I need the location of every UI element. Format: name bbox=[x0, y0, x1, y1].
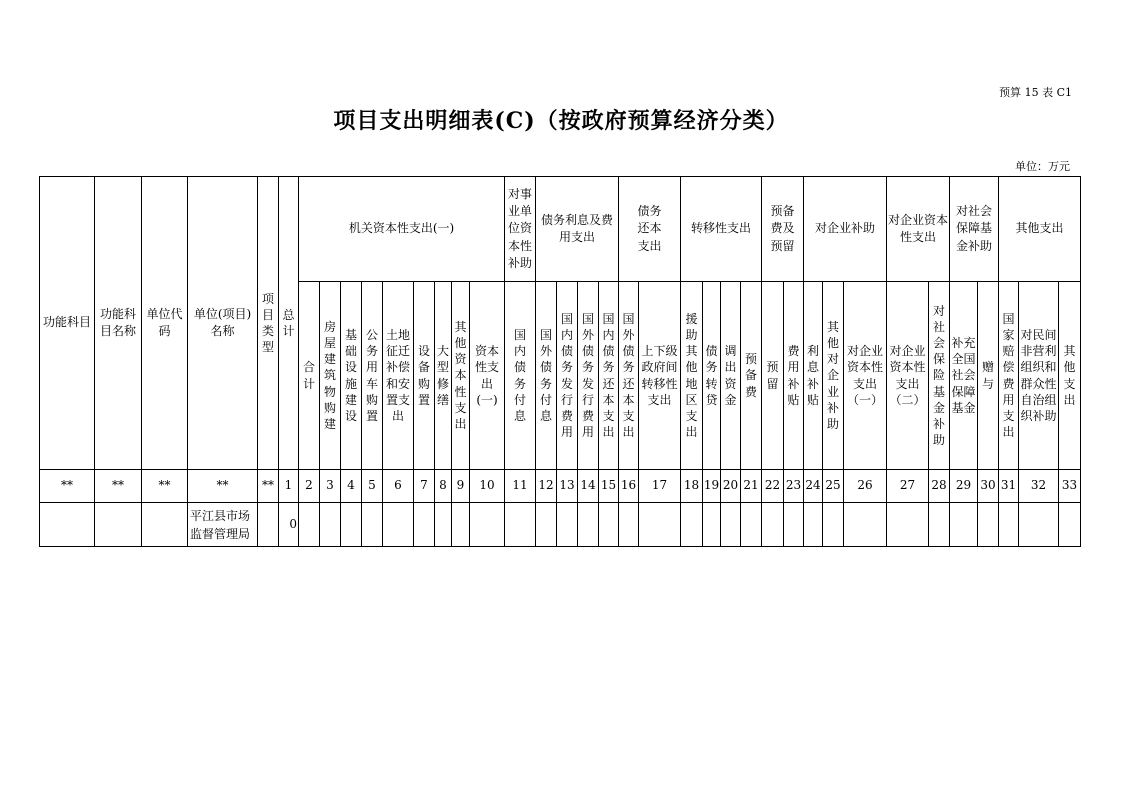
table-cell bbox=[299, 503, 320, 547]
col-header: 国内债务还本支出 bbox=[599, 282, 619, 470]
col-header: 其他对企业补助 bbox=[823, 282, 844, 470]
index-cell: 12 bbox=[536, 470, 557, 503]
col-header: 利息补贴 bbox=[804, 282, 823, 470]
col-header: 债务转贷 bbox=[703, 282, 721, 470]
index-row bbox=[40, 470, 1081, 503]
table-cell bbox=[823, 503, 844, 547]
table-cell bbox=[844, 503, 887, 547]
index-cell: ** bbox=[258, 470, 279, 503]
index-cell: 14 bbox=[578, 470, 599, 503]
page-title: 项目支出明细表(C)（按政府预算经济分类） bbox=[333, 108, 789, 134]
index-cell: 21 bbox=[741, 470, 762, 503]
table-cell bbox=[505, 503, 536, 547]
col-header: 对社会保险基金补助 bbox=[929, 282, 950, 470]
table-cell bbox=[999, 503, 1019, 547]
index-cell: 8 bbox=[435, 470, 452, 503]
index-cell: 32 bbox=[1019, 470, 1059, 503]
col-header: 土地征迁补偿和安置支出 bbox=[383, 282, 414, 470]
col-header: 赠与 bbox=[978, 282, 999, 470]
table-cell bbox=[619, 503, 639, 547]
table-cell bbox=[557, 503, 578, 547]
index-cell: 10 bbox=[470, 470, 505, 503]
cell-unit-name: 平江县市场监督管理局 bbox=[188, 503, 258, 547]
col-header: 对企业资本性支出（二） bbox=[887, 282, 929, 470]
index-cell: 19 bbox=[703, 470, 721, 503]
unit-label: 单位：万元 bbox=[1015, 160, 1070, 173]
index-cell: 11 bbox=[505, 470, 536, 503]
group-ybf: 预备费及预留 bbox=[762, 177, 804, 282]
index-cell: 7 bbox=[414, 470, 435, 503]
table-cell bbox=[1059, 503, 1081, 547]
index-cell: 28 bbox=[929, 470, 950, 503]
header-gnkmmc: 功能科目名称 bbox=[95, 177, 142, 470]
table-cell bbox=[599, 503, 619, 547]
col-header: 预备费 bbox=[741, 282, 762, 470]
index-cell: 31 bbox=[999, 470, 1019, 503]
table-cell bbox=[362, 503, 383, 547]
group-zwhb: 债务还本支出 bbox=[619, 177, 681, 282]
table-cell bbox=[435, 503, 452, 547]
cell-xmlx bbox=[258, 503, 279, 547]
index-cell: 15 bbox=[599, 470, 619, 503]
cell-dwdm bbox=[142, 503, 188, 547]
index-cell: 17 bbox=[639, 470, 681, 503]
col-header: 国家赔偿费用支出 bbox=[999, 282, 1019, 470]
index-cell: 25 bbox=[823, 470, 844, 503]
header-row-groups bbox=[40, 177, 1081, 282]
group-jgzb: 机关资本性支出(一) bbox=[299, 177, 505, 282]
col-header: 对企业资本性支出（一） bbox=[844, 282, 887, 470]
table-cell bbox=[681, 503, 703, 547]
col-header: 合计 bbox=[299, 282, 320, 470]
header-dwdm: 单位代码 bbox=[142, 177, 188, 470]
col-header: 公务用车购置 bbox=[362, 282, 383, 470]
index-cell: 27 bbox=[887, 470, 929, 503]
col-header: 补充全国社会保障基金 bbox=[950, 282, 978, 470]
index-cell: ** bbox=[142, 470, 188, 503]
col-header: 预留 bbox=[762, 282, 784, 470]
col-header: 费用补贴 bbox=[784, 282, 804, 470]
index-cell: 22 bbox=[762, 470, 784, 503]
form-code: 预算 15 表 C1 bbox=[999, 86, 1072, 99]
index-cell: 30 bbox=[978, 470, 999, 503]
table-cell bbox=[804, 503, 823, 547]
group-dqybz: 对企业补助 bbox=[804, 177, 887, 282]
table-cell bbox=[1019, 503, 1059, 547]
header-gnkm: 功能科目 bbox=[40, 177, 95, 470]
index-cell: 1 bbox=[279, 470, 299, 503]
table-cell bbox=[929, 503, 950, 547]
index-cell: 23 bbox=[784, 470, 804, 503]
index-cell: 24 bbox=[804, 470, 823, 503]
col-header: 上下级政府间转移性支出 bbox=[639, 282, 681, 470]
table-cell bbox=[784, 503, 804, 547]
col-header: 对民间非营利组织和群众性自治组织补助 bbox=[1019, 282, 1059, 470]
col-header: 国外债务付息 bbox=[536, 282, 557, 470]
header-xmlx: 项目类型 bbox=[258, 177, 279, 470]
col-header: 设备购置 bbox=[414, 282, 435, 470]
index-cell: 13 bbox=[557, 470, 578, 503]
table-cell bbox=[414, 503, 435, 547]
index-cell: 18 bbox=[681, 470, 703, 503]
col-header: 国外债务发行费用 bbox=[578, 282, 599, 470]
cell-gnkm bbox=[40, 503, 95, 547]
index-cell: 20 bbox=[721, 470, 741, 503]
table-cell bbox=[950, 503, 978, 547]
table-cell bbox=[470, 503, 505, 547]
group-qtzc: 其他支出 bbox=[999, 177, 1081, 282]
index-cell: 3 bbox=[320, 470, 341, 503]
col-header: 国外债务还本支出 bbox=[619, 282, 639, 470]
table-cell bbox=[721, 503, 741, 547]
col-header: 资本性支出(一) bbox=[470, 282, 505, 470]
table-cell bbox=[452, 503, 470, 547]
header-zj: 总计 bbox=[279, 177, 299, 470]
group-dqyzb: 对企业资本性支出 bbox=[887, 177, 950, 282]
index-cell: 29 bbox=[950, 470, 978, 503]
index-cell: 5 bbox=[362, 470, 383, 503]
col-header: 其他资本性支出 bbox=[452, 282, 470, 470]
col-header: 国内债务发行费用 bbox=[557, 282, 578, 470]
group-dshbz: 对社会保障基金补助 bbox=[950, 177, 999, 282]
table-cell bbox=[320, 503, 341, 547]
table-row bbox=[40, 503, 1081, 547]
index-cell: 33 bbox=[1059, 470, 1081, 503]
col-header: 援助其他地区支出 bbox=[681, 282, 703, 470]
table-cell bbox=[978, 503, 999, 547]
col-header: 房屋建筑物购建 bbox=[320, 282, 341, 470]
table-cell bbox=[578, 503, 599, 547]
budget-table bbox=[39, 176, 1081, 547]
table-cell bbox=[639, 503, 681, 547]
index-cell: 2 bbox=[299, 470, 320, 503]
col-header: 大型修缮 bbox=[435, 282, 452, 470]
table-cell bbox=[762, 503, 784, 547]
index-cell: ** bbox=[40, 470, 95, 503]
group-dsyzb: 对事业单位资本性补助 bbox=[505, 177, 536, 282]
group-zyx: 转移性支出 bbox=[681, 177, 762, 282]
index-cell: ** bbox=[188, 470, 258, 503]
table-cell bbox=[341, 503, 362, 547]
col-header: 其他支出 bbox=[1059, 282, 1081, 470]
table-cell bbox=[703, 503, 721, 547]
index-cell: 4 bbox=[341, 470, 362, 503]
table-cell bbox=[741, 503, 762, 547]
col-header: 基础设施建设 bbox=[341, 282, 362, 470]
group-zwlx: 债务利息及费用支出 bbox=[536, 177, 619, 282]
table-cell bbox=[383, 503, 414, 547]
index-cell: ** bbox=[95, 470, 142, 503]
col-header: 国内债务付息 bbox=[505, 282, 536, 470]
cell-gnkmmc bbox=[95, 503, 142, 547]
col-header: 调出资金 bbox=[721, 282, 741, 470]
table-cell bbox=[887, 503, 929, 547]
cell-total: 0 bbox=[279, 503, 299, 547]
index-cell: 16 bbox=[619, 470, 639, 503]
table-cell bbox=[536, 503, 557, 547]
header-dwmc: 单位(项目)名称 bbox=[188, 177, 258, 470]
index-cell: 26 bbox=[844, 470, 887, 503]
index-cell: 6 bbox=[383, 470, 414, 503]
index-cell: 9 bbox=[452, 470, 470, 503]
